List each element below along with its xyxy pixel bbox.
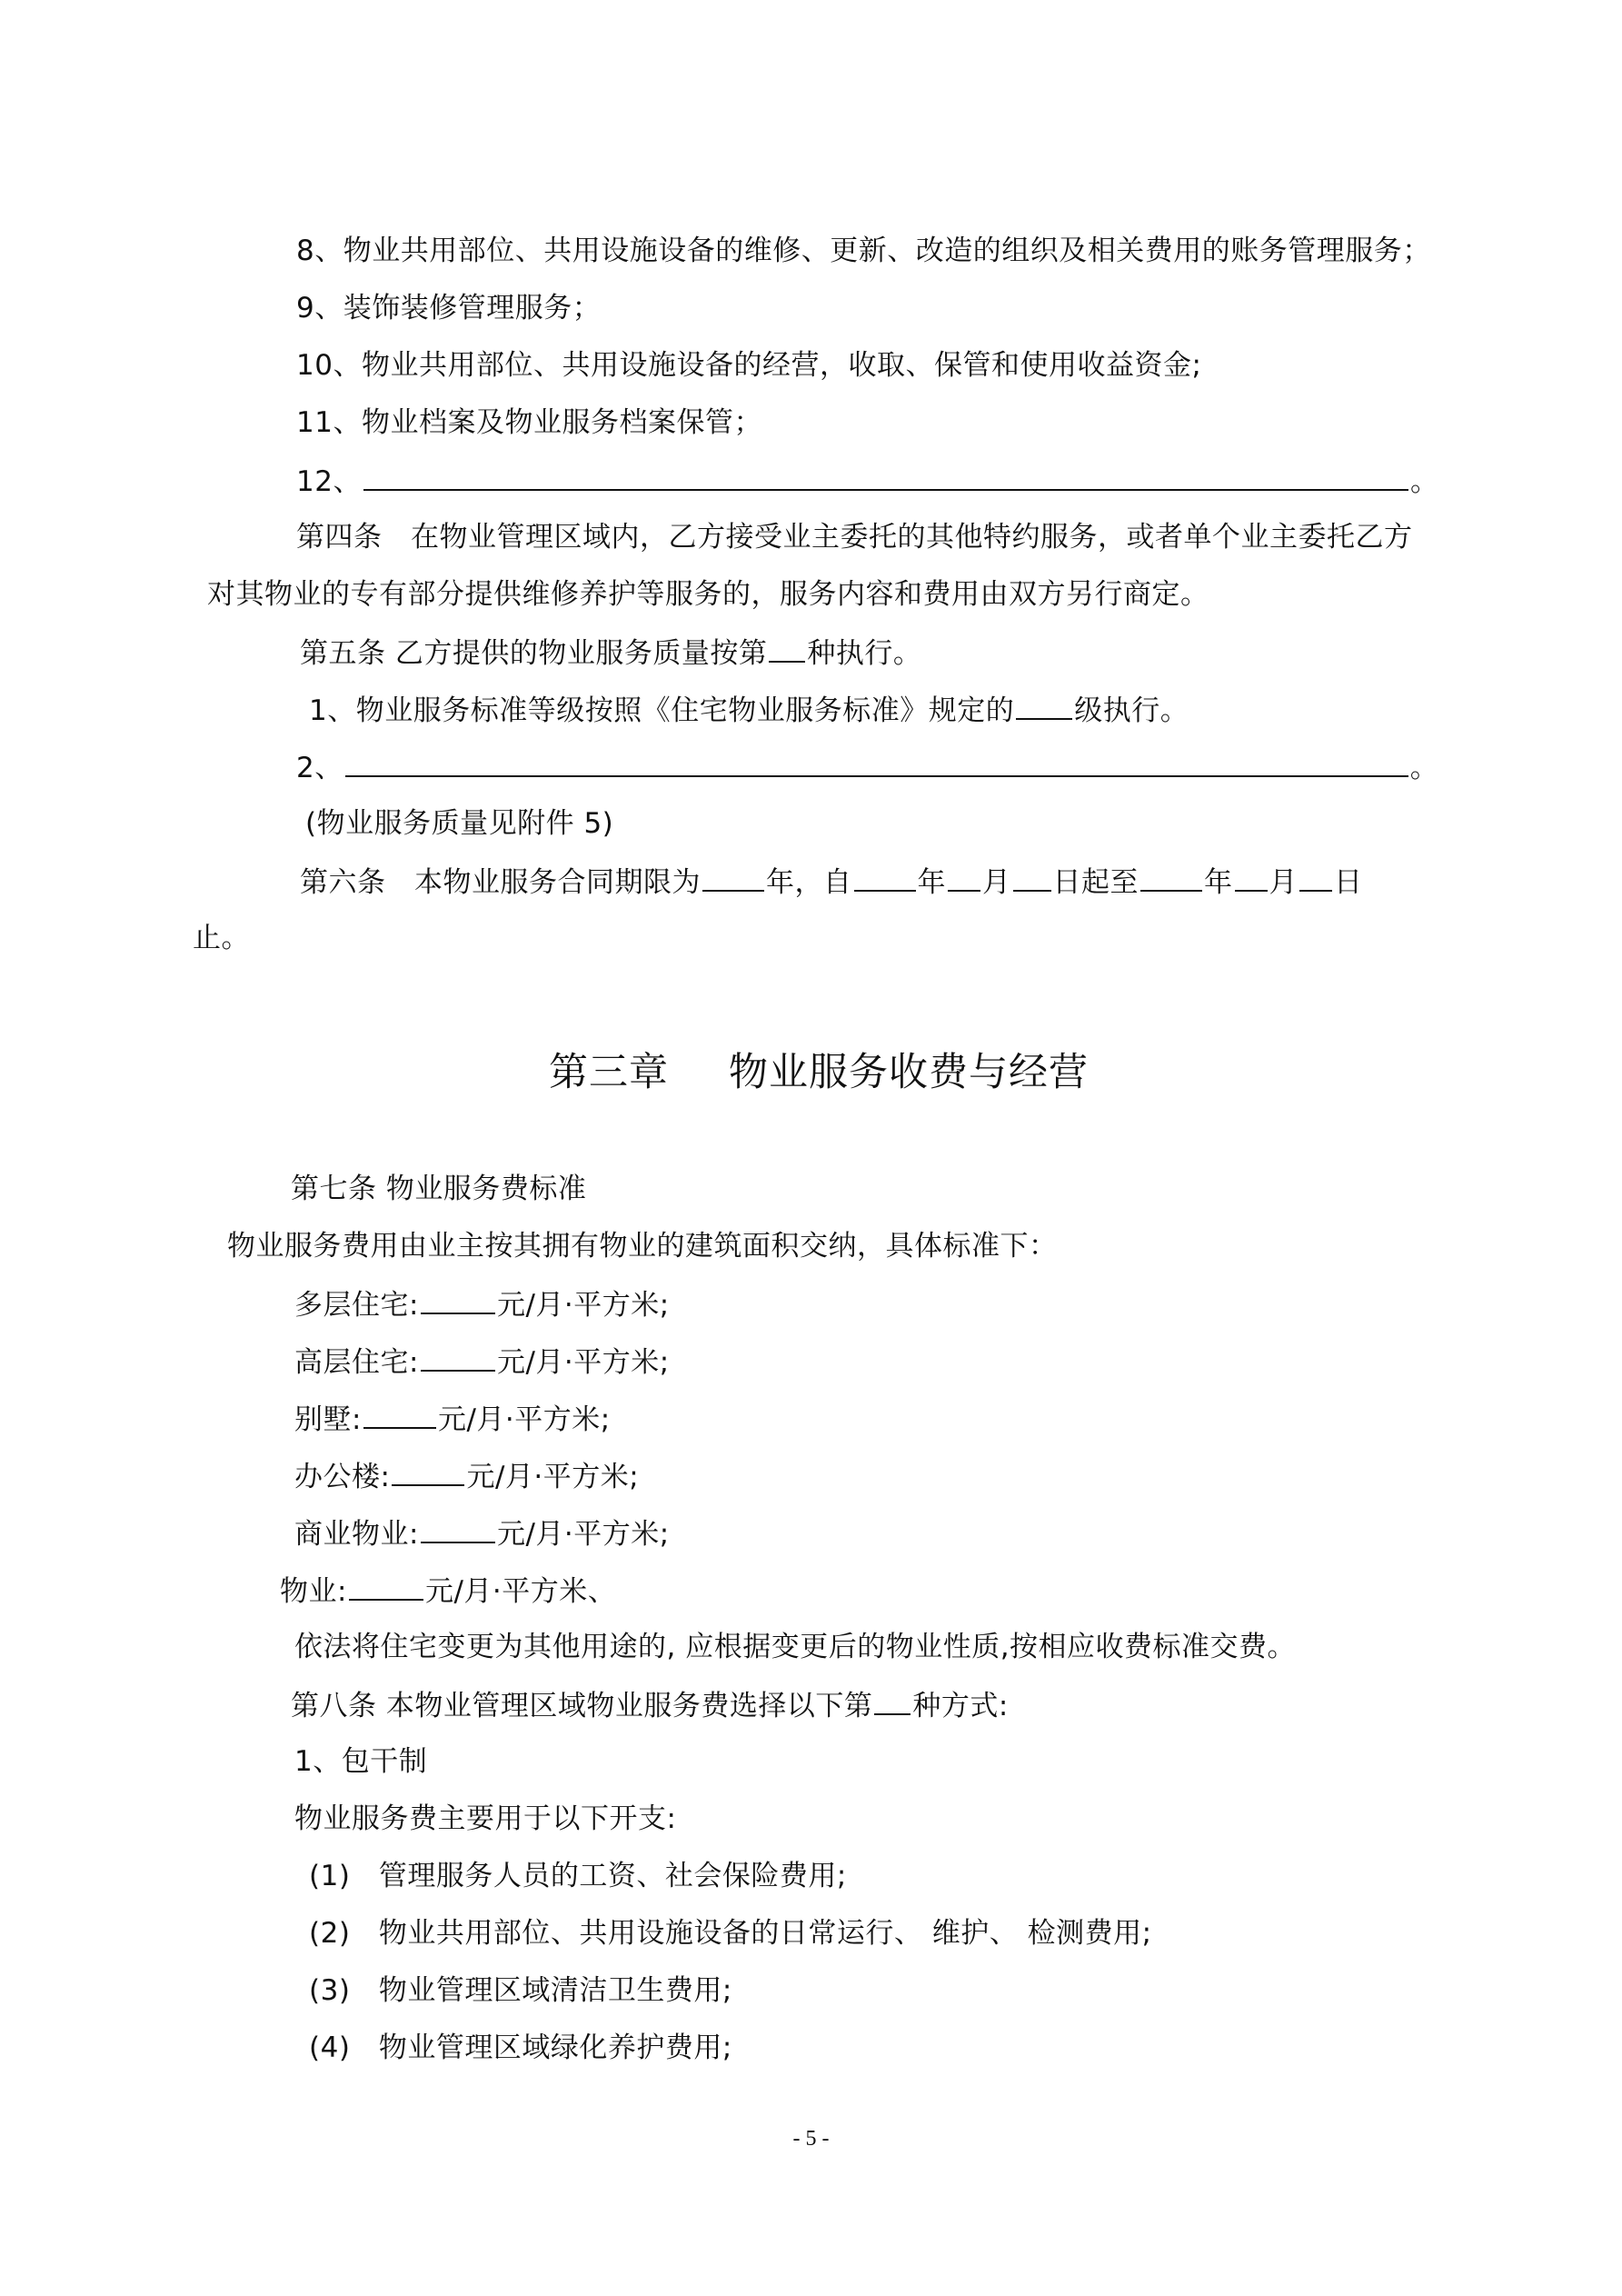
article6-text-4: 月 <box>982 866 1011 899</box>
article5-item1-text: 1、物业服务标准等级按照《住宅物业服务标准》规定的 <box>309 694 1015 727</box>
article8-expenses-intro: 物业服务费主要用于以下开支: <box>294 1802 677 1835</box>
article4-line2: 对其物业的专有部分提供维修养护等服务的，服务内容和费用由双方另行商定。 <box>207 578 1209 611</box>
article6-text-5: 日起至 <box>1052 866 1139 899</box>
chapter-number: 第三章 <box>549 1050 669 1095</box>
article6-end-day-blank[interactable] <box>1299 863 1332 892</box>
article6-start-day-blank[interactable] <box>1013 863 1051 892</box>
fee-blank[interactable] <box>363 1400 436 1429</box>
article7-intro: 物业服务费用由业主按其拥有物业的建筑面积交纳，具体标准下： <box>227 1230 1058 1263</box>
article8-heading <box>291 1686 1009 1724</box>
article5-note: (物业服务质量见附件 5) <box>305 807 614 840</box>
article5-item2-blank[interactable] <box>345 748 1408 777</box>
expense-item: (1) 管理服务人员的工资、社会保险费用; <box>309 1860 847 1892</box>
item12-blank[interactable] <box>363 462 1408 491</box>
article5-item2-suffix: 。 <box>1409 752 1439 784</box>
fee-blank[interactable] <box>421 1514 495 1543</box>
fee-row-office <box>294 1457 639 1495</box>
article7-note: 依法将住宅变更为其他用途的, 应根据变更后的物业性质,按相应收费标准交费。 <box>294 1631 1297 1663</box>
article6-start-year-blank[interactable] <box>854 863 916 892</box>
fee-type-label: 高层住宅: <box>294 1346 419 1379</box>
article8-blank[interactable] <box>874 1686 911 1715</box>
article3-item11: 11、物业档案及物业服务档案保管； <box>296 406 762 439</box>
article8-heading-end: 种方式: <box>912 1690 1009 1722</box>
fee-blank[interactable] <box>349 1572 423 1601</box>
article5-item2 <box>296 748 1438 786</box>
article5-item1 <box>309 691 1189 729</box>
article6-text-3: 年 <box>917 866 946 899</box>
fee-type-label: 物业: <box>280 1575 347 1608</box>
item12-suffix: 。 <box>1409 465 1439 498</box>
article3-item12 <box>296 462 1438 500</box>
article5-item2-prefix: 2、 <box>296 752 343 784</box>
fee-row-villa <box>294 1400 611 1438</box>
fee-unit: 元/月·平方米; <box>466 1461 640 1493</box>
fee-type-label: 多层住宅: <box>294 1289 419 1322</box>
chapter-title: 物业服务收费与经营 <box>729 1050 1089 1095</box>
item12-prefix: 12、 <box>296 465 362 498</box>
article6-text-2: 年，自 <box>766 866 852 899</box>
fee-row-commercial <box>294 1514 670 1552</box>
article5-heading-text: 第五条 乙方提供的物业服务质量按第 <box>300 637 768 670</box>
fee-unit: 元/月·平方米; <box>496 1346 670 1379</box>
fee-unit: 元/月·平方米; <box>496 1289 670 1322</box>
page-number: - 5 - <box>792 2127 830 2151</box>
article6-text-8: 日 <box>1334 866 1363 899</box>
article6-years-blank[interactable] <box>702 863 764 892</box>
article6-line1 <box>300 863 1363 901</box>
fee-unit: 元/月·平方米; <box>437 1403 611 1436</box>
article6-line2: 止。 <box>193 922 250 954</box>
fee-type-label: 商业物业: <box>294 1518 419 1551</box>
article5-blank[interactable] <box>769 634 805 663</box>
expense-item: (4) 物业管理区域绿化养护费用; <box>309 2031 732 2064</box>
article5-heading-end: 种执行。 <box>807 637 922 670</box>
fee-unit: 元/月·平方米; <box>496 1518 670 1551</box>
article6-end-month-blank[interactable] <box>1235 863 1268 892</box>
article6-text-7: 月 <box>1269 866 1298 899</box>
article3-item9: 9、装饰装修管理服务； <box>296 292 602 324</box>
fee-type-label: 办公楼: <box>294 1461 391 1493</box>
expense-item: (2) 物业共用部位、共用设施设备的日常运行、 维护、 检测费用; <box>309 1917 1152 1950</box>
article3-item8: 8、物业共用部位、共用设施设备的维修、更新、改造的组织及相关费用的账务管理服务； <box>296 235 1431 267</box>
article7-heading: 第七条 物业服务费标准 <box>291 1173 587 1205</box>
fee-row-multistory <box>294 1285 670 1323</box>
chapter-heading <box>549 1047 1089 1098</box>
expense-item: (3) 物业管理区域清洁卫生费用; <box>309 1974 732 2007</box>
article8-option1: 1、包干制 <box>294 1745 428 1778</box>
fee-blank[interactable] <box>392 1457 464 1486</box>
article5-item1-end: 级执行。 <box>1074 694 1189 727</box>
fee-blank[interactable] <box>421 1343 495 1372</box>
article6-text-6: 年 <box>1204 866 1233 899</box>
article4-line1: 第四条 在物业管理区域内，乙方接受业主委托的其他特约服务，或者单个业主委托乙方 <box>296 521 1413 554</box>
article6-end-year-blank[interactable] <box>1140 863 1202 892</box>
fee-blank[interactable] <box>421 1285 495 1314</box>
fee-type-label: 别墅: <box>294 1403 362 1436</box>
article8-heading-text: 第八条 本物业管理区域物业服务费选择以下第 <box>291 1690 873 1722</box>
fee-unit: 元/月·平方米、 <box>424 1575 617 1608</box>
article5-level-blank[interactable] <box>1016 691 1072 720</box>
article6-text-1: 第六条 本物业服务合同期限为 <box>300 866 701 899</box>
article5-heading <box>300 634 921 672</box>
fee-row-highrise <box>294 1343 670 1381</box>
fee-row-other <box>280 1572 616 1610</box>
article3-item10: 10、物业共用部位、共用设施设备的经营，收取、保管和使用收益资金; <box>296 349 1202 382</box>
article6-start-month-blank[interactable] <box>948 863 980 892</box>
